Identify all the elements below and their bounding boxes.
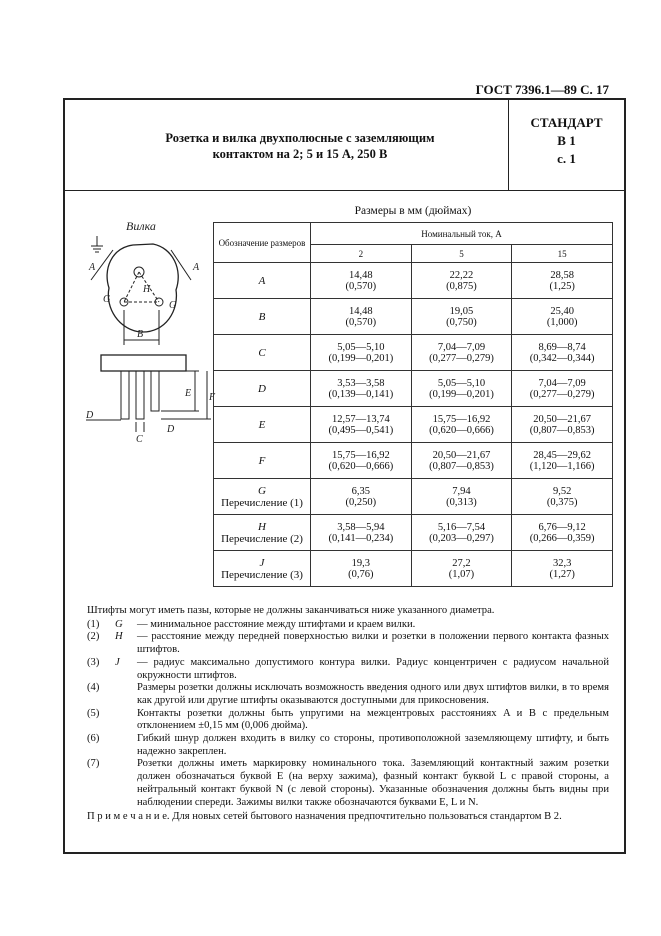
col-current-2: 2: [311, 245, 412, 263]
row-label-letter: B: [258, 310, 266, 323]
label-F: F: [209, 392, 216, 403]
table-cell: [311, 263, 412, 299]
note-item: [87, 631, 609, 656]
table-row: [214, 371, 613, 407]
note-item: [87, 619, 609, 632]
row-label: [214, 551, 311, 587]
title-line-1: Розетка и вилка двухполюсные с заземляющим: [165, 131, 435, 145]
cell-inch: (1,000): [546, 316, 578, 328]
cell-mm: 3,58—5,94: [337, 521, 385, 533]
label-D-left: D: [86, 410, 94, 421]
cell-inch: (0,266—0,359): [529, 532, 595, 544]
table-row: [214, 443, 613, 479]
standard-line-2: В 1: [557, 133, 576, 148]
cell-mm: 8,69—8,74: [538, 341, 586, 353]
note-symbol: H: [115, 631, 123, 643]
cell-inch: (1,07): [448, 568, 475, 580]
cell-inch: (0,342—0,344): [529, 352, 595, 364]
col-current-15: 15: [512, 245, 613, 263]
cell-mm: 22,22: [449, 269, 474, 281]
title-block: [65, 100, 624, 191]
cell-mm: 6,35: [351, 485, 371, 497]
note-symbol: [115, 733, 137, 758]
cell-inch: (0,139—0,141): [328, 388, 394, 400]
table-cell: [512, 335, 613, 371]
row-label: [214, 479, 311, 515]
cell-mm: 14,48: [349, 269, 373, 281]
cell-mm: 20,50—21,67: [533, 413, 592, 425]
row-label-letter: C: [258, 346, 266, 359]
note-text: Розетки должны иметь маркировку номинального тока. Заземляющий контактный зажим розетки должен обозначаться буквой E (на верху зажима), фазный контакт буквой L с правой стороны, а нейтральный контакт буквой N (с левой стороны). Указанные обозначения должны быть видны при наблюдении спереди. Зажимы вилки также обозначаются буквами E, L и N.: [137, 758, 609, 808]
table-cell: [411, 479, 512, 515]
table-cell: [512, 371, 613, 407]
note-text: — радиус максимально допустимого контура вилки. Радиус концентричен с радиусом начальной окружности штифтов.: [137, 656, 609, 681]
label-H: H: [143, 284, 151, 295]
row-label: [214, 299, 311, 335]
cell-inch: (1,27): [549, 568, 575, 580]
col-group-current: Номинальный ток, А: [311, 223, 613, 245]
cell-mm: 5,05—5,10: [337, 341, 385, 353]
table-cell: [411, 371, 512, 407]
label-G-right: G: [169, 300, 177, 311]
cell-mm: 7,94: [452, 485, 471, 497]
table-cell: [512, 407, 613, 443]
cell-mm: 15,75—16,92: [432, 413, 491, 425]
row-label-letter: H: [258, 520, 266, 533]
row-label-sub: Перечисление (3): [221, 568, 303, 581]
cell-mm: 7,04—7,09: [437, 341, 486, 353]
cell-mm: 12,57—13,74: [331, 413, 390, 425]
note-item: [87, 657, 609, 682]
dimensions-table: [213, 222, 613, 587]
table-cell: [512, 443, 613, 479]
cell-inch: (0,76): [348, 568, 374, 580]
standard-code-box: [508, 100, 624, 190]
note-number: (4): [87, 682, 100, 694]
table-cell: [512, 299, 613, 335]
cell-mm: 3,53—3,58: [337, 377, 385, 389]
row-label: [214, 515, 311, 551]
cell-inch: (1,120—1,166): [529, 460, 595, 472]
label-E: E: [185, 388, 192, 399]
cell-mm: 5,16—7,54: [437, 521, 486, 533]
note-number: (6): [87, 733, 100, 745]
table-cell: [411, 551, 512, 587]
table-cell: [311, 299, 412, 335]
table-row: [214, 407, 613, 443]
cell-mm: 15,75—16,92: [331, 449, 390, 461]
document-title: [105, 130, 495, 162]
row-label-letter: D: [258, 382, 266, 395]
cell-mm: 28,45—29,62: [533, 449, 592, 461]
cell-inch: (0,807—0,853): [529, 424, 595, 436]
cell-inch: (0,570): [345, 316, 377, 328]
table-row: [214, 263, 613, 299]
table-cell: [311, 443, 412, 479]
cell-mm: 7,04—7,09: [538, 377, 586, 389]
table-body: [214, 263, 613, 587]
row-label: [214, 443, 311, 479]
note-text: — расстояние между передней поверхностью вилки и розетки в положении первого контакта фазных штифтов.: [137, 631, 609, 656]
note-item: [87, 708, 609, 733]
label-A-right: A: [193, 262, 200, 273]
table-row: [214, 551, 613, 587]
label-C: C: [136, 434, 143, 445]
pin-side-1: [121, 371, 129, 419]
table-cell: [512, 551, 613, 587]
note-text: Гибкий шнур должен входить в вилку со стороны, противоположной заземляющему штифту, и быть надежно закреплен.: [137, 733, 609, 757]
table-cell: [512, 263, 613, 299]
note-number: (1): [87, 618, 100, 630]
row-label: [214, 335, 311, 371]
cell-mm: 27,2: [452, 557, 471, 569]
cell-inch: (0,750): [446, 316, 477, 328]
table-cell: [411, 335, 512, 371]
cell-inch: (0,277—0,279): [429, 352, 494, 364]
label-G: G: [103, 294, 111, 305]
standard-line-1: СТАНДАРТ: [530, 115, 603, 130]
cell-mm: 5,05—5,10: [437, 377, 486, 389]
cell-inch: (0,495—0,541): [328, 424, 394, 436]
table-cell: [311, 371, 412, 407]
cell-mm: 6,76—9,12: [538, 521, 586, 533]
cell-mm: 9,52: [552, 485, 572, 497]
note-item: [87, 733, 609, 758]
note-text: Размеры розетки должны исключать возможность введения одного или двух штифтов вилки, в то время как другой или другие штифты оказываются доступными для прикосновения.: [137, 682, 609, 706]
note-item: [87, 758, 609, 809]
cell-inch: (0,199—0,201): [328, 352, 394, 364]
note-number: (3): [87, 656, 100, 668]
standard-line-3: с. 1: [557, 151, 576, 166]
standard-sheet: [63, 98, 626, 854]
plug-drawing: [81, 210, 221, 470]
row-label-letter: A: [258, 274, 266, 287]
note-symbol: [115, 758, 137, 809]
table-cell: [411, 263, 512, 299]
pin-side-2: [136, 371, 144, 419]
note-number: (7): [87, 758, 100, 770]
note-item: [87, 682, 609, 707]
table-row: [214, 299, 613, 335]
cell-mm: 28,58: [550, 269, 574, 281]
table-cell: [311, 479, 412, 515]
cell-inch: (0,141—0,234): [328, 532, 394, 544]
note-symbol: G: [115, 618, 123, 630]
plug-body-side: [101, 355, 186, 371]
table-caption: Размеры в мм (дюймах): [354, 205, 472, 217]
page-header: ГОСТ 7396.1—89 С. 17: [475, 82, 609, 97]
note-text: Контакты розетки должны быть упругими на межцентровых расстояниях A и B с предельным отклонением ±0,15 мм (0,006 дюйма).: [137, 707, 609, 732]
label-D-right: D: [167, 424, 175, 435]
table-row: [214, 479, 613, 515]
earth-symbol-icon: [91, 236, 103, 252]
row-label: [214, 407, 311, 443]
cell-mm: 19,3: [351, 557, 371, 569]
cell-inch: (0,277—0,279): [529, 388, 595, 400]
cell-inch: (0,875): [446, 280, 477, 292]
table-cell: [512, 479, 613, 515]
cell-mm: 20,50—21,67: [432, 449, 491, 461]
notes-list: [87, 619, 609, 810]
cell-inch: (0,203—0,297): [429, 532, 494, 544]
note-number: (2): [87, 631, 100, 643]
table-cell: [512, 515, 613, 551]
table-cell: [411, 299, 512, 335]
row-label-sub: Перечисление (2): [221, 532, 303, 545]
cell-inch: (0,375): [546, 496, 578, 508]
label-B: B: [137, 329, 144, 340]
pin-side-3: [151, 371, 159, 411]
table-row: [214, 335, 613, 371]
cell-inch: (0,250): [345, 496, 377, 508]
table-cell: [311, 407, 412, 443]
cell-mm: 25,40: [550, 305, 574, 317]
row-label: [214, 371, 311, 407]
note-number: (5): [87, 707, 100, 719]
row-label-letter: F: [258, 454, 266, 467]
cell-inch: (0,620—0,666): [328, 460, 394, 472]
cell-mm: 14,48: [349, 305, 373, 317]
drawing-title-vilka: Вилка: [126, 219, 156, 233]
label-A-left: A: [89, 262, 96, 273]
cell-inch: (0,313): [446, 496, 477, 508]
cell-inch: (0,620—0,666): [429, 424, 494, 436]
notes-intro: Штифты могут иметь пазы, которые не должны заканчиваться ниже указанного диаметра.: [87, 605, 495, 616]
row-label-letter: J: [259, 556, 265, 569]
cell-mm: 19,05: [449, 305, 474, 317]
col-current-5: 5: [411, 245, 512, 263]
note-symbol: [115, 682, 137, 707]
cell-inch: (1,25): [549, 280, 575, 292]
row-label: [214, 263, 311, 299]
cell-mm: 32,3: [552, 557, 572, 569]
note-symbol: J: [115, 656, 120, 668]
cell-inch: (0,570): [345, 280, 377, 292]
table-cell: [311, 335, 412, 371]
note-primechanie: П р и м е ч а н и е. Для новых сетей бытового назначения предпочтительно пользоваться стандартом В 2.: [87, 811, 562, 823]
title-line-2: контактом на 2; 5 и 15 А, 250 В: [212, 147, 388, 161]
note-symbol: [115, 708, 137, 733]
col-header-label: Обозначение размеров: [214, 223, 311, 263]
table-cell: [311, 551, 412, 587]
cell-inch: (0,199—0,201): [429, 388, 494, 400]
row-label-letter: G: [258, 484, 266, 497]
table-cell: [411, 515, 512, 551]
table-cell: [411, 407, 512, 443]
table-cell: [411, 443, 512, 479]
cell-inch: (0,807—0,853): [429, 460, 494, 472]
notes-section: [87, 605, 609, 824]
row-label-letter: E: [258, 418, 266, 431]
note-text: — минимальное расстояние между штифтами и краем вилки.: [137, 618, 416, 630]
table-row: [214, 515, 613, 551]
table-cell: [311, 515, 412, 551]
row-label-sub: Перечисление (1): [221, 496, 303, 509]
